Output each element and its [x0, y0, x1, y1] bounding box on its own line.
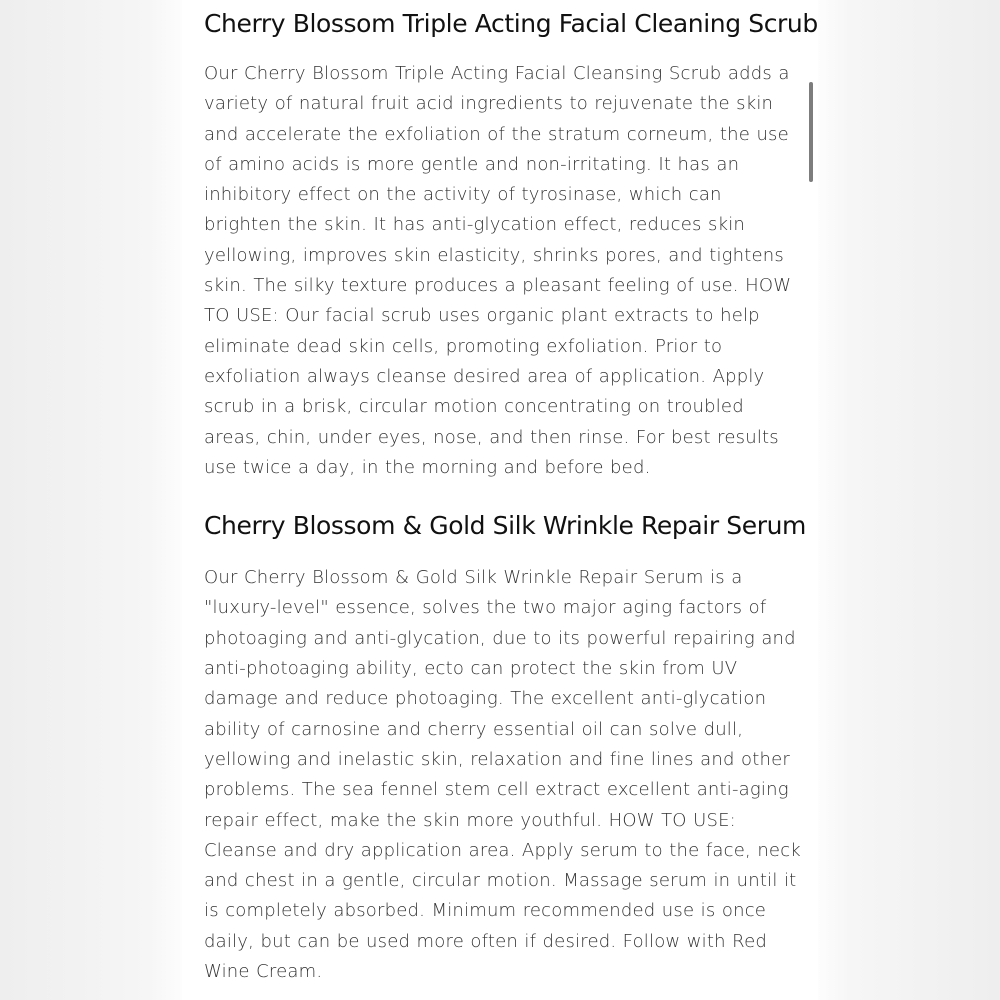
serum-title: Cherry Blossom & Gold Silk Wrinkle Repair Serum [204, 511, 806, 541]
scrub-title: Cherry Blossom Triple Acting Facial Cleaning Scrub [204, 9, 818, 38]
product-description-panel[interactable] [182, 0, 818, 1000]
serum-description: Our Cherry Blossom & Gold Silk Wrinkle Repair Serum is a "luxury-level" essence, solves the two major aging factors of photoaging and anti-glycation, due to its powerful repairing and anti-photoaging ability, ecto can protect the skin from UV damage and reduce photoaging. The excellent anti-glycation ability of carnosine and cherry essential oil can solve dull, yellowing and inelastic skin, relaxation and fine lines and other problems. The sea fennel stem cell extract excellent anti-aging repair effect, make the skin more youthful. HOW TO USE: Cleanse and dry application area. Apply serum to the face, neck and chest in a gentle, circular motion. Massage serum in until it is completely absorbed. Minimum recommended use is once daily, but can be used more often if desired. Follow with Red Wine Cream. [204, 567, 801, 983]
scrub-description: Our Cherry Blossom Triple Acting Facial Cleansing Scrub adds a variety of natural fruit acid ingredients to rejuvenate the skin and accelerate the exfoliation of the stratum corneum, the use of amino acids is more gentle and non-irritating. It has an inhibitory effect on the activity of tyrosinase, which can brighten the skin. It has anti-glycation effect, reduces skin yellowing, improves skin elasticity, shrinks pores, and tightens skin. The silky texture produces a pleasant feeling of use. HOW TO USE: Our facial scrub uses organic plant extracts to help eliminate dead skin cells, promoting exfoliation. Prior to exfoliation always cleanse desired area of application. Apply scrub in a brisk, circular motion concentrating on troubled areas, chin, under eyes, nose, and then rinse. For best results use twice a day, in the morning and before bed. [204, 63, 792, 478]
vertical-scrollbar-thumb[interactable] [809, 82, 813, 182]
product-description-list [204, 4, 818, 987]
